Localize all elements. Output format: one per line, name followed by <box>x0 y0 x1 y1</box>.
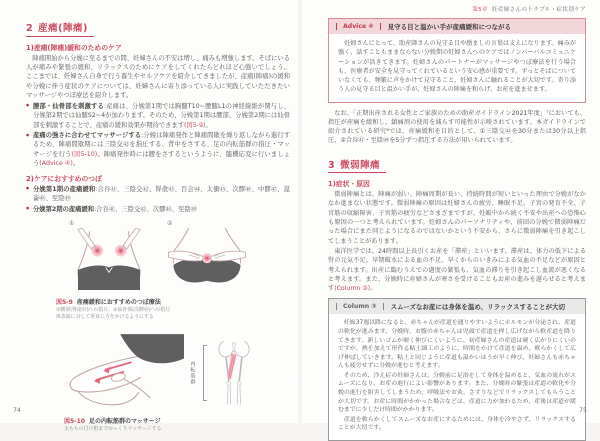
sacral-press-illustration <box>165 228 249 290</box>
advice-title: 見守る目と温かい手が産痛緩和につながる <box>387 23 512 31</box>
subsection-care-heading: 1)産痛(陣痛)緩和のためのケア <box>26 43 122 52</box>
advice-body: 妊婦さんにとって、助産師さんの見守る目や励ましの言葉は支えになります。痛みが強く、話すこともままならない分娩期の妊婦さんへのケアではノンバーバルコミュニケーションが活きてきます。妊婦さんのパートナーがマッサージやつぼ療法を行う場合も、医療者が安全を見守ってくれているという安心感が重要です。ずっとそばについていなくても、頻繁に声をかけて見守ること、妊婦さんに触れることが大切です。寄り添う人の見守る目と温かい手が、妊婦さんの陣痛を和らげ、お産を進ませます。 <box>338 40 576 94</box>
figure-5-9-caption <box>56 297 290 306</box>
section-number-3: 3 <box>328 159 336 171</box>
lumbar-press-illustration <box>67 228 151 290</box>
advice-4-reference: (Advice ④) <box>39 160 73 168</box>
chapter-title: 妊産婦さんのトラブル・症状別ケア <box>491 7 586 13</box>
tsubo-list-stage2 <box>26 205 290 214</box>
chapter-label: 第5章 <box>472 7 488 13</box>
tsubo-list-stage1 <box>26 185 290 204</box>
figure-5-10-reference: (図5-10) <box>71 150 98 158</box>
figure-5-10-caption <box>64 416 290 425</box>
care-bullet-massage-lead: 産痛の強さに合わせてマッサージする <box>33 132 142 139</box>
care-bullet-lumbar: ● 腰部・仙骨部を刺激する:産痛は、分娩第1期では胸髄T10~腰髄L1の神経線維が関与し、分娩第2期では仙髄S2~4が加わります。そのため、分娩第1期は腰部、分娩第2期には仙骨部を刺激することで、産痛の緩和効果が期待できます(図5-9)。 <box>26 102 290 130</box>
thigh-massage-illustration <box>62 334 184 413</box>
tsubo-list-stage1-points: :合谷㊶、三陰交㊷、腎兪㊸、百会㊹、太衝㊺、次髎㊻、中髎㊼、崑崙㊽、至陰㊾ <box>33 185 290 203</box>
figure-5-9-panel-1 <box>67 220 151 294</box>
adductor-muscle-label: 内転筋群 <box>189 361 196 386</box>
center-gutter <box>297 0 303 423</box>
section-number: 2 <box>26 23 34 34</box>
figure-5-9-note-1: ①腰部(腎兪㊸)への指圧、②仙骨部(次髎㊻)への指圧 <box>56 307 171 314</box>
figure-5-9-panel-2 <box>165 220 249 294</box>
panel-1-mark: ① <box>69 220 75 228</box>
care-bullet-massage: ● 産痛の強さに合わせてマッサージする:分娩は陣痛発作と陣痛間歇を繰り返しながら進行するため、陣痛間歇期には三陰交㊷を指圧する、背中をさする、足の内転筋群の指圧・マッサージを行う(図5-10)。陣痛発作時には腰をさするというように、臨機応変に行いましょう(Advice ④)。 <box>26 131 290 169</box>
figure-5-10 <box>26 334 290 433</box>
weak-labor-paragraph-2: 東洋医学では、24時間以上長引くお産を「滞産」といいます。滞産は、体力の低下による腎の元気不足、早期破水による血の不足、早くからのいきみによる気血の不足などが原因と考えられます。出産に臨むうえでの過度の緊張も、気血の滞りを引き起こし血流が悪くなると考えます。また、分娩時に産婦さんが寒さを受けることもお産の進みを遅らせると考えます(Column ③)。 <box>328 247 586 293</box>
adductor-anatomy-illustration <box>213 337 255 409</box>
tsubo-list-stage1-lead: 分娩第1期の産痛緩和 <box>33 185 96 193</box>
figure-5-10-title: 足の内転筋群のマッサージ <box>89 417 161 425</box>
page-number-right: 75 <box>579 407 587 414</box>
weak-labor-paragraph-1: 微弱陣痛とは、陣痛が弱い、陣痛周期が長い、持続時間が短いといった理由で分娩がなかなか進まない状態です。微弱陣痛の原因は妊婦さんの疲労、睡眠不足、子宮の発育不全、子宮筋の収縮障害、子宮筋の疲労などさまざまですが、妊娠中から続く不安や出産への恐怖心も原因の一つと考えられています。妊婦さんのパーソナリティや、前回の分娩で微弱陣痛だった場合にまた同じようになるのではないかという不安から、さらに微弱陣痛を引き起こしてしまうことがあります。 <box>328 191 586 245</box>
column-box-header <box>329 299 585 314</box>
figure-5-10-label: 図5-10 <box>64 417 86 425</box>
care-bullet-lumbar-text: :産痛は、分娩第1期では胸髄T10~腰髄L1の神経線維が関与し、分娩第2期では仙髄S2~4が加わります。そのため、分娩第1期は腰部、分娩第2期には仙骨部を刺激することで、産痛の緩和効果が期待できます <box>33 102 290 129</box>
right-page <box>328 5 586 441</box>
subsection-symptom-heading: 1)症状・原因 <box>328 180 370 189</box>
page-number-left: 74 <box>13 407 21 414</box>
figure-5-10-note: 太ももの付け根までゆっくりマッサージする <box>64 425 162 432</box>
subsection-tsubo-heading: 2)ケアにおすすめのつぼ <box>26 174 102 183</box>
section-title: 産痛(陣痛) <box>38 23 88 34</box>
advice-tag: Advice ④ <box>336 23 381 30</box>
column-3-reference: (Column ③) <box>334 285 371 293</box>
tsubo-list-stage2-lead: 分娩第2期の産痛緩和 <box>33 205 95 213</box>
panel-2-mark: ② <box>167 220 173 228</box>
figure-5-9-note-2: 体表面に対して垂直に力をかけるようにする <box>56 314 154 321</box>
left-page <box>26 16 290 433</box>
section-heading-bijaku <box>328 153 586 174</box>
figure-5-9 <box>26 220 290 322</box>
care-bullet-lumbar-lead: 腰部・仙骨部を刺激する <box>33 102 104 110</box>
advice-box-header <box>329 19 585 34</box>
page-header <box>328 5 586 13</box>
figure-5-9-reference: (図5-9) <box>184 121 206 129</box>
advice-box <box>328 18 586 103</box>
column-tag: Column ③ <box>336 303 384 310</box>
column-box <box>328 298 586 440</box>
figure-5-9-title: 産痛緩和におすすめのつぼ療法 <box>76 299 161 307</box>
tsubo-list-stage2-points: :合谷㊶、三陰交㊷、次髎㊻、至陰㊾ <box>94 205 197 213</box>
column-paragraph-3: 産道を軟らかくしてスムーズなお産にするためには、身体を冷やさず、リラックスすることが大切です。 <box>338 416 576 432</box>
care-intro-paragraph: 陣痛開始から分娩に至るまでの間、妊婦さんの不安は増し、痛みも増強します。そばにいる人が痛みや緊張の緩和、リラックスのためにケアをしてくれたらどれほど心強いでしょう。ここまでは、妊婦さん自身で行う養生やセルフケアを紹介してきましたが、産痛(陣痛)の緩和や分娩に伴う症状のケアについては、妊婦さんに寄り添っている人に実践していただきたいマッサージやつぼ療法を紹介します。 <box>26 54 290 100</box>
guideline-paragraph: なお、「正期出産される女性とご家族のための助産ガイドライン2021年度」⁷においても、指圧が産痛を緩和し、鎮痛剤の使用を減らす可能性が示唆されています。本ガイドラインで紹介されている研究⁸では、産痛緩和を目的として、①三陰交㊷を30分または30分以上指圧、②合谷㊶・至陰㊾を5分ずつ指圧する方法が用いられています。 <box>328 109 586 145</box>
column-paragraph-1: 妊娠37週以降になると、赤ちゃんが産道を通りやすいようにホルモンが分泌され、産道の軟化が進みます。分娩時、お腹の赤ちゃんは児頭で産道を押し広げながら軟産道を降りてきます。新しいゴムが硬く伸びにくいように、初産婦さんの産道は硬く広がりにくいのですが、熱を加えて形作る粘土細工のように、時間をかけて産道を温め、軟らかくして広げ伸ばしていきます。粘土と同じように産道も温かいほうが早く伸び、妊婦さんも赤ちゃんも疲労せずに分娩が進むと考えます。 <box>338 320 576 370</box>
figure-5-9-label: 図5-9 <box>56 299 73 307</box>
column-paragraph-2: そのため、冷え症の妊婦さんは、分娩前に足浴をして身体を温めると、気血の流れがスムーズになり、お産の進行によい影響があります。また、分娩時の緊張は産道の軟化や分娩の進行を阻害してしまうため、呼吸法やお灸、さすりなどでリラックスしてもらうことが大切です。お産に時間がかかった場合などは、産道に力が加わるため、産後は産道が緩むまでに少しだけ時間がかかります。 <box>338 372 576 414</box>
muscle-bracket <box>203 345 207 401</box>
column-title: スムーズなお産には身体を温め、リラックスすることが大切 <box>390 303 565 312</box>
section-heading-santsu <box>26 16 290 37</box>
section-title-3: 微弱陣痛 <box>340 159 381 171</box>
care-bullet-massage-text: :分娩は陣痛発作と陣痛間歇を繰り返しながら進行するため、陣痛間歇期には三陰交㊷を指圧する、背中をさする、足の内転筋群の指圧・マッサージを行う <box>33 132 290 158</box>
